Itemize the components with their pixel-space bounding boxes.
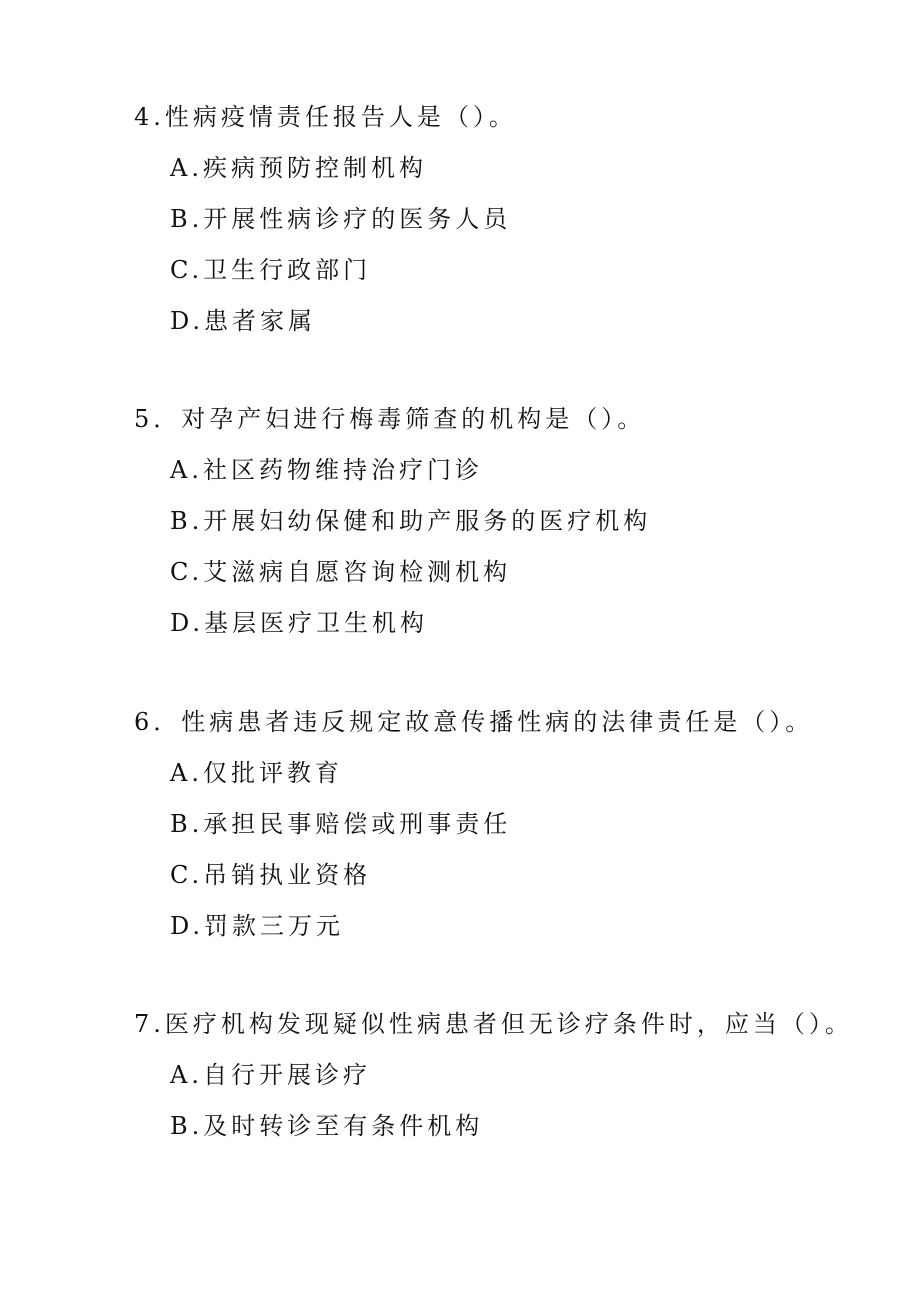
option-a: A.自行开展诊疗	[170, 1061, 371, 1089]
option-b: B.承担民事赔偿或刑事责任	[170, 810, 512, 838]
option-c: C.卫生行政部门	[170, 256, 372, 284]
question-title: 7.医疗机构发现疑似性病患者但无诊疗条件时，应当（）。	[134, 1010, 853, 1038]
question-title: 5．对孕产妇进行梅毒筛查的机构是（）。	[134, 405, 646, 433]
option-d: D.罚款三万元	[170, 912, 345, 940]
option-d: D.基层医疗卫生机构	[170, 609, 429, 637]
option-b: B.开展性病诊疗的医务人员	[170, 205, 512, 233]
option-a: A.仅批评教育	[170, 759, 343, 787]
option-a: A.社区药物维持治疗门诊	[170, 456, 483, 484]
option-a: A.疾病预防控制机构	[170, 154, 427, 182]
option-b: B.及时转诊至有条件机构	[170, 1112, 484, 1140]
option-c: C.艾滋病自愿咨询检测机构	[170, 558, 512, 586]
option-d: D.患者家属	[170, 307, 317, 335]
question-7	[134, 1008, 894, 1142]
question-4	[134, 101, 894, 337]
question-6	[134, 706, 894, 942]
question-title: 6．性病患者违反规定故意传播性病的法律责任是（）。	[134, 708, 814, 736]
option-c: C.吊销执业资格	[170, 861, 372, 889]
question-5	[134, 403, 894, 639]
option-b: B.开展妇幼保健和助产服务的医疗机构	[170, 507, 652, 535]
question-title: 4.性病疫情责任报告人是（）。	[134, 103, 517, 131]
